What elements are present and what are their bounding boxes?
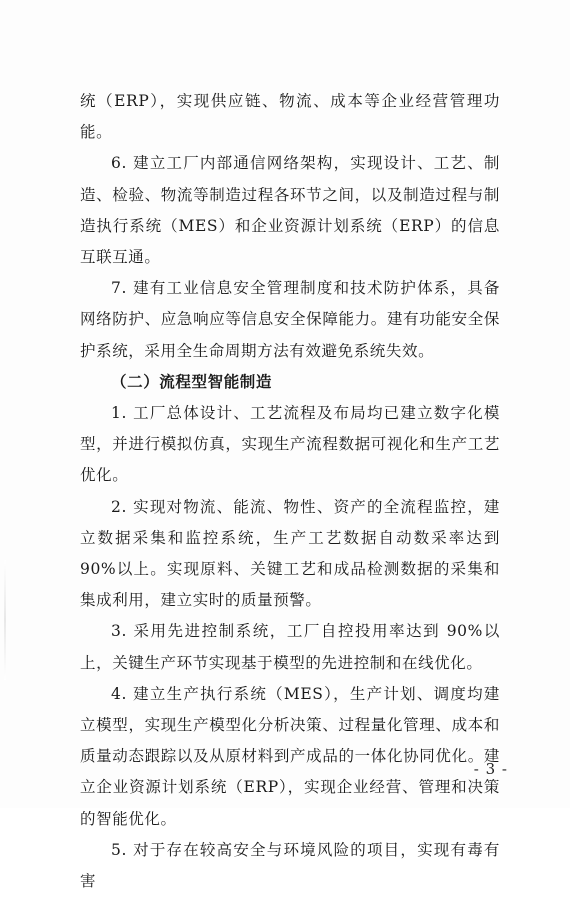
paragraph-item-7: 7. 建有工业信息安全管理制度和技术防护体系，具备网络防护、应急响应等信息安全保障能力。建有功能安全保护系统，采用全生命周期方法有效避免系统失效。 [80,279,500,360]
paragraph-process-item-5: 5. 对于存在较高安全与环境风险的项目，实现有毒有害 [80,840,500,891]
paragraph-process-item-2: 2. 实现对物流、能流、物性、资产的全流程监控，建立数据采集和监控系统，生产工艺数据自动数采率达到 90%以上。实现原料、关键工艺和成品检测数据的采集和集成利用，建立实时的质量预警。 [80,497,500,610]
paragraph-process-item-3: 3. 采用先进控制系统，工厂自控投用率达到 90%以上，关键生产环节实现基于模型的先进控制和在线优化。 [80,622,500,672]
paragraph-process-item-4: 4. 建立生产执行系统（MES），生产计划、调度均建立模型，实现生产模型化分析决策、过程量化管理、成本和质量动态跟踪以及从原材料到产成品的一体化协同优化。建立企业资源计划系统（ERP），实现企业经营、管理和决策的智能优化。 [80,684,500,828]
paragraph-process-item-1: 1. 工厂总体设计、工艺流程及布局均已建立数字化模型，并进行模拟仿真，实现生产流程数据可视化和生产工艺优化。 [80,404,500,485]
paragraph-item-6: 6. 建立工厂内部通信网络架构，实现设计、工艺、制造、检验、物流等制造过程各环节之间，以及制造过程与制造执行系统（MES）和企业资源计划系统（ERP）的信息互联互通。 [80,154,500,267]
section-heading-process-manufacturing: （二）流程型智能制造 [111,372,273,391]
scan-edge-shadow [4,560,6,680]
document-body [80,86,500,897]
page-number: - 3 - [473,760,508,778]
paragraph-erp-continuation: 统（ERP），实现供应链、物流、成本等企业经营管理功能。 [80,92,500,142]
